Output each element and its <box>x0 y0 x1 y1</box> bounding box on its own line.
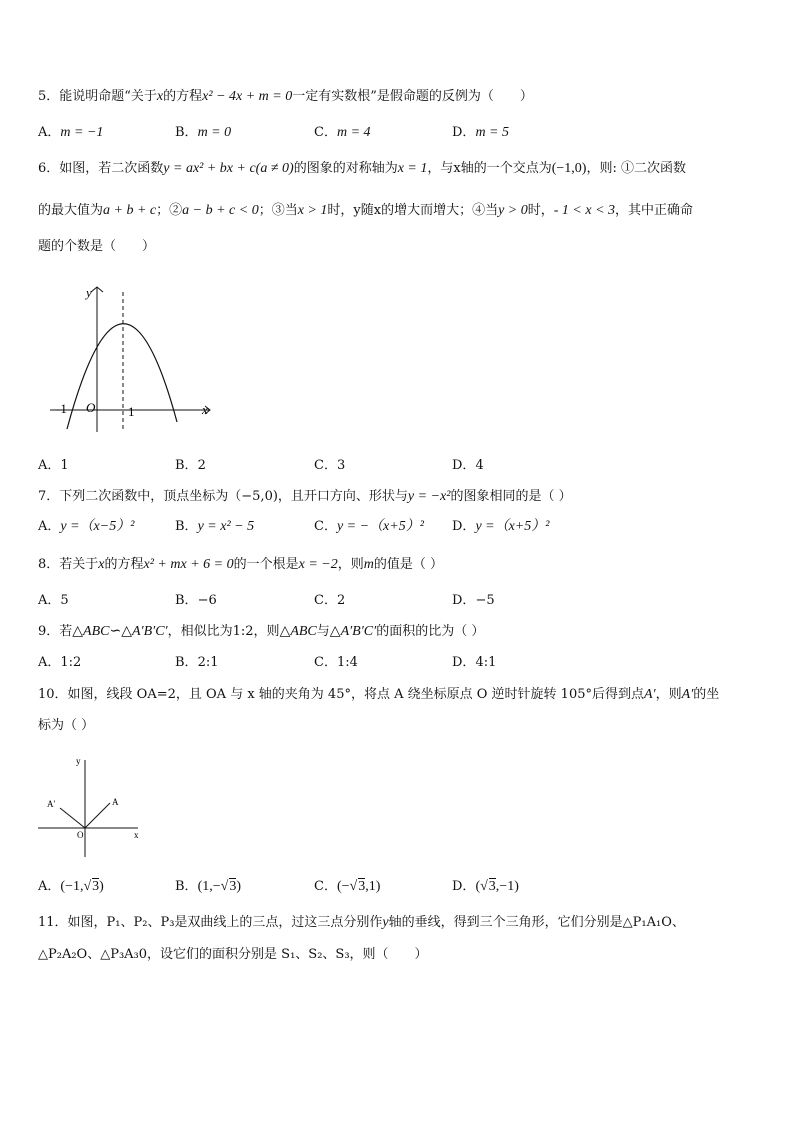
q6-range-4: - 1 < x < 3 <box>553 203 616 218</box>
option-label: D． <box>452 519 476 534</box>
q9-option-b[interactable] <box>175 654 218 672</box>
q8-root: x = −2 <box>298 557 338 572</box>
option-label: C． <box>314 125 337 140</box>
option-label: C． <box>314 458 337 473</box>
option-label: A． <box>38 519 61 534</box>
q5-text-1: 5．能说明命题“关于 <box>38 89 157 104</box>
option-radicand: 3 <box>92 879 100 894</box>
q8-var-m: m <box>363 557 374 572</box>
option-radicand: 3 <box>488 879 496 894</box>
q10-text: 的坐 <box>693 687 720 702</box>
graph-x-label: x <box>202 402 208 417</box>
q5-option-d[interactable] <box>452 124 509 142</box>
q8-text: ，则 <box>337 557 364 572</box>
q5-var-x: x <box>156 89 164 104</box>
option-post: ,−1) <box>495 879 519 894</box>
q6-stem-line-2 <box>38 202 693 220</box>
q8-stem <box>38 556 443 574</box>
option-label: A． <box>38 125 61 140</box>
q9-text: ，相似比为1:2，则 <box>167 624 280 639</box>
q6-axis-equation: x = 1 <box>397 161 428 176</box>
q6-text: 6．如图，若二次函数 <box>38 161 164 176</box>
q10-text: ，则 <box>655 687 682 702</box>
q6-stem-line-3 <box>38 238 155 256</box>
q6-intercept-point: (−1,0) <box>551 161 587 176</box>
q10-option-d[interactable] <box>452 878 519 896</box>
q5-option-c[interactable] <box>314 124 371 142</box>
option-label: D． <box>452 458 476 473</box>
option-label: B． <box>175 655 198 670</box>
fig-a-label: A <box>112 797 119 807</box>
option-label: C． <box>314 519 337 534</box>
q8-equation: x² + mx + 6 = 0 <box>143 557 234 572</box>
option-value: 3 <box>336 458 346 473</box>
q6-text: 时，y随x的增大而增大；④当 <box>327 203 499 218</box>
option-value: 4:1 <box>475 655 497 670</box>
q6-text: 的图象的对称轴为 <box>293 161 398 176</box>
q6-option-c[interactable] <box>314 457 345 475</box>
q10-rotation-figure <box>38 752 148 860</box>
q11-text: △P₂A₂O、△P₃A₃0，设它们的面积分别是 S₁、S₂、S₃，则（ ） <box>38 947 428 962</box>
q10-option-b[interactable] <box>175 878 241 896</box>
parabola-curve <box>67 324 177 429</box>
q6-option-d[interactable] <box>452 457 484 475</box>
q6-option-b[interactable] <box>175 457 206 475</box>
option-label: A． <box>38 655 61 670</box>
q8-var-x: x <box>98 557 105 572</box>
option-post: ) <box>99 879 104 894</box>
q7-option-c[interactable] <box>314 518 424 536</box>
q8-text: 的方程 <box>104 557 144 572</box>
q8-option-a[interactable] <box>38 592 69 610</box>
option-label: A． <box>38 593 61 608</box>
option-value: m = 5 <box>475 125 509 140</box>
q7-text: 7．下列二次函数中，顶点坐标为（−5,0)，且开口方向、形状与 <box>38 489 408 504</box>
q9-triangle-1: △ABC <box>279 624 317 639</box>
q6-text: 的最大值为 <box>38 203 104 218</box>
q6-text: ，其中正确命 <box>615 203 694 218</box>
segment-oa <box>85 803 110 828</box>
option-pre: (−1, <box>60 879 84 894</box>
option-label: B． <box>175 519 198 534</box>
q8-text: 的值是（ ） <box>373 557 443 572</box>
q8-text: 的一个根是 <box>233 557 299 572</box>
q6-stem-line-1 <box>38 160 686 178</box>
option-value: 1:2 <box>60 655 82 670</box>
option-value: y =（x−5）² <box>60 519 135 534</box>
q5-option-a[interactable] <box>38 124 103 142</box>
option-post: ) <box>236 879 241 894</box>
q6-text: ，则: ①二次函数 <box>586 161 686 176</box>
option-label: C． <box>314 655 337 670</box>
option-label: C． <box>314 593 337 608</box>
q9-text: 与 <box>316 624 330 639</box>
option-label: B． <box>175 458 198 473</box>
q9-text: 的面积的比为（ ） <box>376 624 485 639</box>
option-label: B． <box>175 593 198 608</box>
option-value: y = −（x+5）² <box>336 519 424 534</box>
q8-option-c[interactable] <box>314 592 345 610</box>
option-value: 1:4 <box>336 655 358 670</box>
q10-option-c[interactable] <box>314 878 380 896</box>
option-pre: (− <box>336 879 350 894</box>
option-label: A． <box>38 458 61 473</box>
q5-equation: x² − 4x + m = 0 <box>202 89 293 104</box>
q9-option-a[interactable] <box>38 654 81 672</box>
option-label: B． <box>175 879 198 894</box>
option-value: 2 <box>197 458 206 473</box>
segment-oa-prime <box>60 808 85 828</box>
q10-a-prime: A′ <box>681 687 694 702</box>
q6-parabola-graph <box>50 282 225 438</box>
q6-text: 时， <box>527 203 554 218</box>
q6-expr-2: a − b + c < 0 <box>182 203 259 218</box>
q9-similarity: △ABC∽△A′B′C′ <box>72 624 168 639</box>
option-value: y =（x+5）² <box>475 519 550 534</box>
option-value: m = 0 <box>197 125 232 140</box>
option-value: 2 <box>336 593 346 608</box>
option-value: −5 <box>475 593 495 608</box>
option-label: D． <box>452 879 476 894</box>
option-value: m = 4 <box>336 125 371 140</box>
graph-origin-label: O <box>86 400 96 415</box>
sqrt-icon: √ <box>480 879 488 894</box>
option-label: D． <box>452 655 476 670</box>
option-label: C． <box>314 879 337 894</box>
fig-y-label: y <box>76 756 81 766</box>
option-value: 1 <box>60 458 69 473</box>
q7-option-a[interactable] <box>38 518 134 536</box>
q5-text-3: 一定有实数根”是假命题的反例为（ ） <box>292 89 533 104</box>
q6-cond-4: y > 0 <box>498 203 528 218</box>
q11-stem-line-1 <box>38 914 685 932</box>
graph-neg-one-label: -1 <box>56 401 67 416</box>
q11-stem-line-2 <box>38 946 428 964</box>
q6-text: ；③当 <box>258 203 298 218</box>
q9-option-c[interactable] <box>314 654 358 672</box>
q7-stem <box>38 488 572 506</box>
fig-x-label: x <box>134 830 139 840</box>
option-label: D． <box>452 125 476 140</box>
option-value: 2:1 <box>197 655 219 670</box>
q7-option-b[interactable] <box>175 518 254 536</box>
q10-stem-line-2 <box>38 717 94 735</box>
q6-text: 题的个数是（ ） <box>38 239 156 254</box>
q6-function: y = ax² + bx + c(a ≠ 0) <box>163 161 294 176</box>
q8-option-b[interactable] <box>175 592 217 610</box>
option-label: A． <box>38 879 61 894</box>
q10-a-prime: A′ <box>644 687 656 702</box>
q9-triangle-2: △A′B′C′ <box>329 624 377 639</box>
q5-option-b[interactable] <box>175 124 231 142</box>
option-value: y = x² − 5 <box>197 519 255 534</box>
fig-origin-label: O <box>77 830 84 840</box>
q6-max-expr: a + b + c <box>103 203 157 218</box>
option-label: D． <box>452 593 476 608</box>
graph-y-label: y <box>86 285 92 300</box>
q7-option-d[interactable] <box>452 518 549 536</box>
q5-stem <box>38 88 533 106</box>
q10-text: 10．如图，线段 OA=2，且 OA 与 x 轴的夹角为 45°，将点 A 绕坐标原点 O 逆时针旋转 105°后得到点 <box>38 687 644 702</box>
q9-text: 9．若 <box>38 624 73 639</box>
option-pre: (1,− <box>197 879 221 894</box>
q7-function: y = −x² <box>407 489 451 504</box>
q10-text: 标为（ ） <box>38 718 95 733</box>
q6-text: ；② <box>156 203 183 218</box>
q7-text: 的图象相同的是（ ） <box>450 489 572 504</box>
q6-text: ，与x轴的一个交点为 <box>427 161 552 176</box>
option-pre: ( <box>475 879 481 894</box>
sqrt-icon: √ <box>83 879 92 894</box>
graph-one-label: 1 <box>128 404 135 419</box>
q10-option-a[interactable] <box>38 878 104 896</box>
q11-text: 轴的垂线，得到三个三角形，它们分别是△P₁A₁O、 <box>388 915 685 930</box>
option-radicand: 3 <box>358 879 366 894</box>
sqrt-icon: √ <box>349 879 358 894</box>
q5-text-2: 的方程 <box>163 89 203 104</box>
sqrt-icon: √ <box>220 879 229 894</box>
q11-var-y: y <box>382 915 389 930</box>
option-label: B． <box>175 125 198 140</box>
option-radicand: 3 <box>229 879 237 894</box>
q6-option-a[interactable] <box>38 457 69 475</box>
fig-a-prime-label: A' <box>47 799 56 809</box>
q8-text: 8．若关于 <box>38 557 99 572</box>
q11-text: 11．如图，P₁、P₂、P₃是双曲线上的三点，过这三点分别作 <box>38 915 383 930</box>
q6-cond-3: x > 1 <box>297 203 328 218</box>
option-post: ,1) <box>365 879 381 894</box>
q10-stem-line-1 <box>38 686 719 704</box>
q9-stem <box>38 623 484 641</box>
option-value: 5 <box>60 593 69 608</box>
option-value: 4 <box>475 458 484 473</box>
q8-option-d[interactable] <box>452 592 495 610</box>
option-value: −6 <box>197 593 217 608</box>
q9-option-d[interactable] <box>452 654 496 672</box>
option-value: m = −1 <box>60 125 104 140</box>
